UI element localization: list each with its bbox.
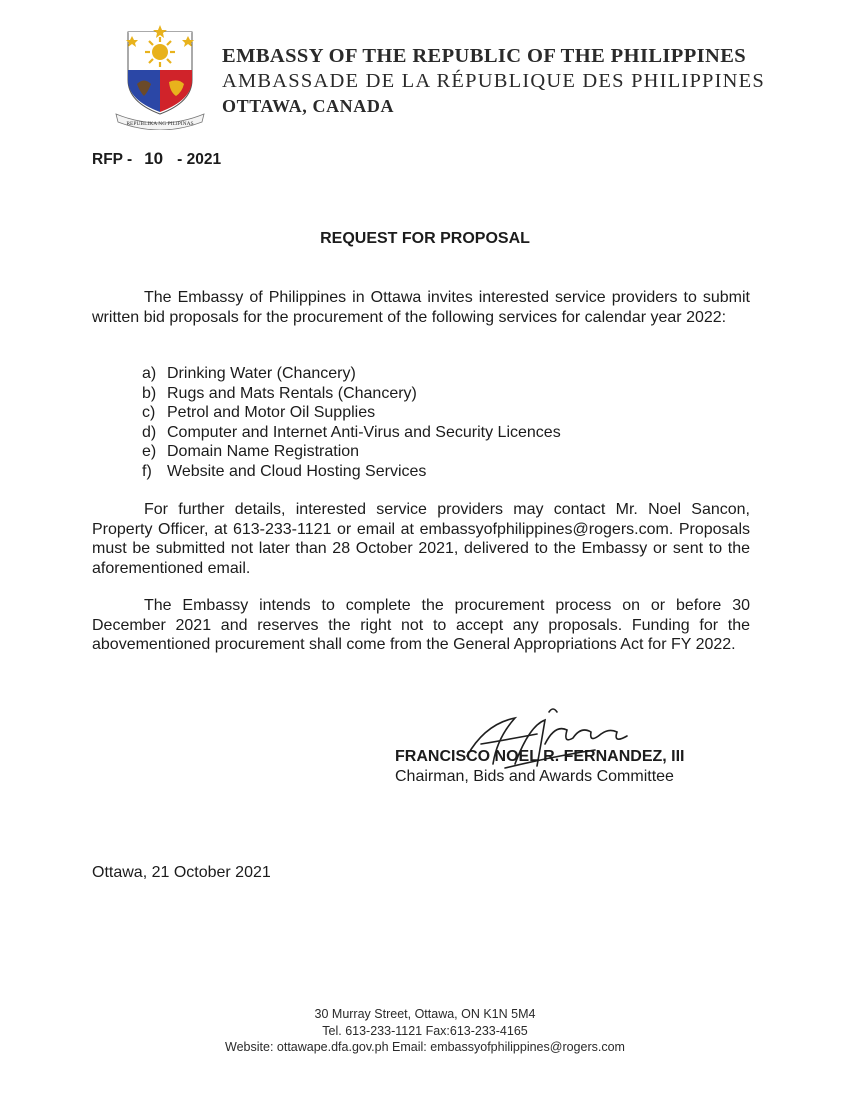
details-paragraph (92, 500, 750, 578)
list-item: e) Domain Name Registration (142, 443, 360, 460)
rfp-reference (92, 149, 221, 169)
document-title: REQUEST FOR PROPOSAL (320, 230, 530, 247)
details-text: For further details, interested service providers may contact Mr. Noel Sancon, Property Officer, at 613-233-1121 or email at embassyofphilippines@rogers.com. Proposals must be submitted not later than 28 October 2021, delivered to the Embassy or sent to the aforementioned email. (92, 501, 750, 577)
intro-paragraph (92, 288, 750, 327)
list-item: d) Computer and Internet Anti-Virus and Security Licences (142, 423, 561, 441)
letterhead (222, 44, 765, 118)
footer-phones: Tel. 613-233-1121 Fax:613-233-4165 (322, 1023, 528, 1038)
footer-address: 30 Murray Street, Ottawa, ON K1N 5M4 (314, 1007, 536, 1021)
services-list (142, 364, 561, 481)
list-item: f) Website and Cloud Hosting Services (142, 462, 427, 480)
list-item: c) Petrol and Motor Oil Supplies (142, 404, 376, 421)
list-item: b) Rugs and Mats Rentals (Chancery) (142, 384, 417, 402)
embassy-city: OTTAWA, CANADA (222, 96, 395, 116)
signatory-name: FRANCISCO NOEL R. FERNANDEZ, III (395, 748, 685, 765)
embassy-name-english: EMBASSY OF THE REPUBLIC OF THE PHILIPPINES (222, 45, 747, 67)
list-item: a) Drinking Water (Chancery) (142, 365, 356, 382)
rfp-prefix: RFP - (92, 151, 133, 168)
footer (0, 1006, 850, 1056)
rfp-number: 10 (144, 149, 164, 168)
footer-web-email: Website: ottawape.dfa.gov.ph Email: embassyofphilippines@rogers.com (225, 1040, 625, 1054)
closing-paragraph (92, 596, 750, 655)
philippine-coat-of-arms-icon (112, 22, 208, 130)
signatory-title: Chairman, Bids and Awards Committee (395, 768, 674, 785)
embassy-name-french: AMBASSADE DE LA RÉPUBLIQUE DES PHILIPPINES (222, 70, 766, 92)
svg-text:REPUBLIKA NG PILIPINAS: REPUBLIKA NG PILIPINAS (126, 121, 194, 127)
closing-text: The Embassy intends to complete the procurement process on or before 30 December 2021 and reserves the right not to accept any proposals. Funding for the abovementioned procurement shall come from the General Appropriations Act for FY 2022. (92, 597, 750, 653)
intro-text: The Embassy of Philippines in Ottawa invites interested service providers to submit written bid proposals for the procurement of the following services for calendar year 2022: (92, 289, 750, 326)
date-line: Ottawa, 21 October 2021 (92, 864, 271, 881)
rfp-year: - 2021 (177, 151, 222, 168)
signature-block (395, 700, 725, 790)
